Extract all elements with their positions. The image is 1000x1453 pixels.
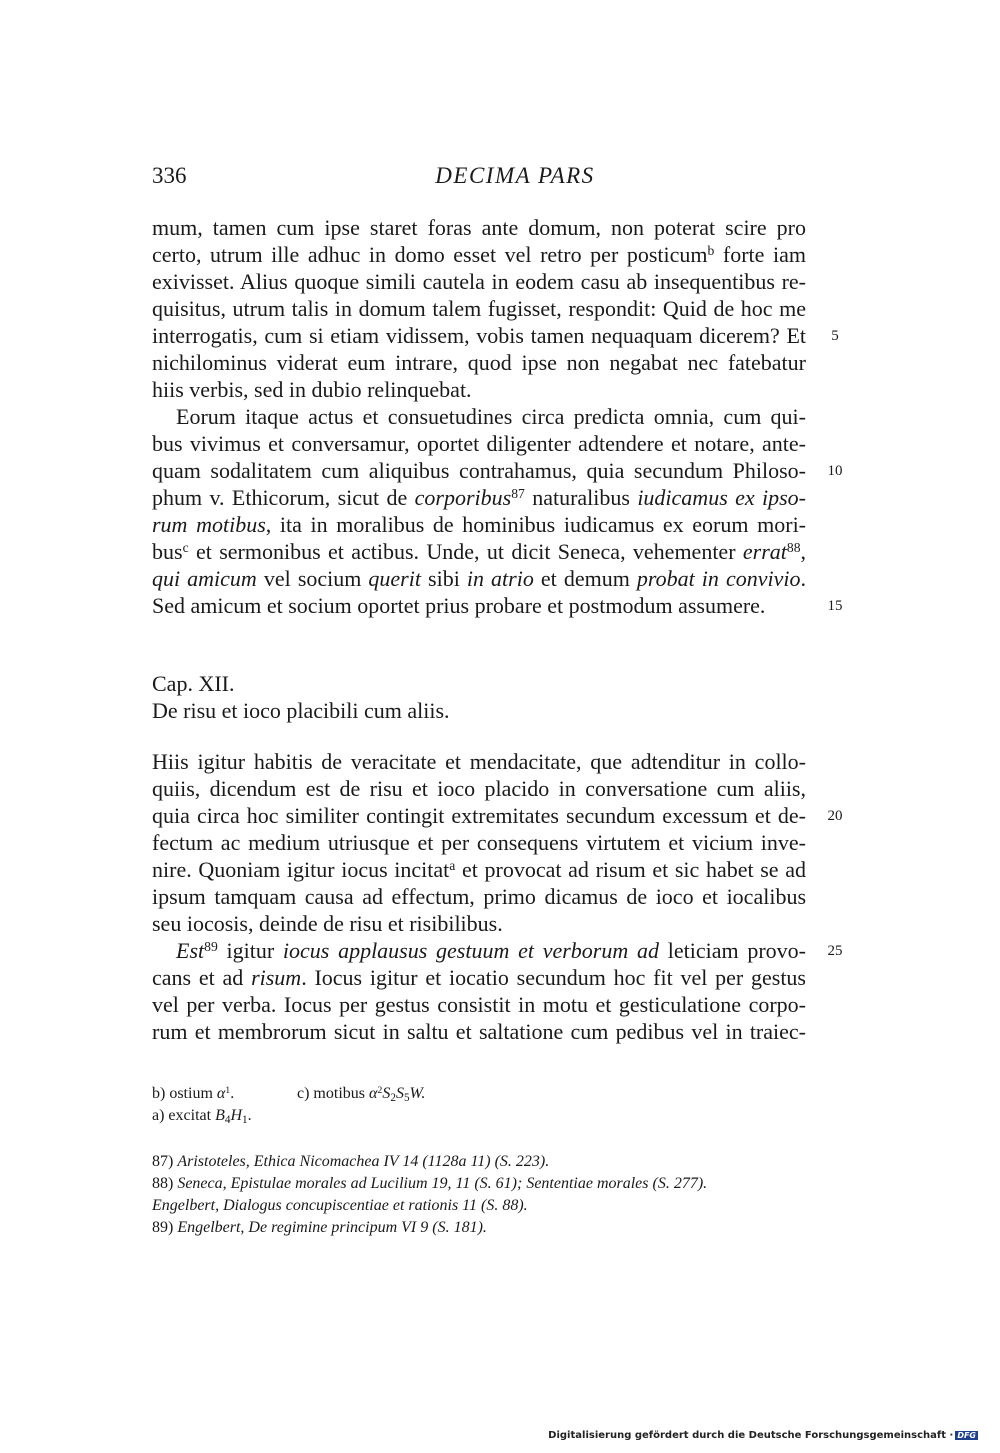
- text-line: hiis verbis, sed in dubio relinquebat.: [152, 377, 472, 402]
- text-line: bus vivimus et conversamur, oportet diligenter adtendere et notare, ante-: [152, 431, 806, 456]
- text-line: vel per verba. Iocus per gestus consistit in motu et gesticulatione corpo-: [152, 992, 806, 1017]
- funding-credit: Digitalisierung gefördert durch die Deutsche Forschungsgemeinschaft · DFG: [548, 1430, 976, 1441]
- text-line: Sed amicum et socium oportet prius probare et postmodum assumere.: [152, 593, 766, 618]
- chapter-number: Cap. XII.: [152, 671, 235, 696]
- text-line: quia circa hoc similiter contingit extremitates secundum excessum et de-: [152, 803, 806, 828]
- apparatus-entry-c: c) motibus $\alpha^2S_2S_5W$.: [297, 1084, 426, 1105]
- text-line: nire. Quoniam igitur iocus incitat$^a$ et provocat ad risum et sic habet se ad: [152, 857, 806, 882]
- apparatus-entry-b: b) ostium $\alpha^1$.: [152, 1084, 235, 1102]
- footnote-88: 88) Seneca, Epistulae morales ad Lucilium 19, 11 (S. 61); Sententiae morales (S. 277).: [152, 1175, 708, 1192]
- footnote-88-cont: Engelbert, Dialogus concupiscentiae et rationis 11 (S. 88).: [152, 1197, 528, 1214]
- footnote-87: 87) Aristoteles, Ethica Nicomachea IV 14 (1128a 11) (S. 223).: [152, 1153, 550, 1170]
- text-line: certo, utrum ille adhuc in domo esset vel retro per posticum$^b$ forte iam: [152, 242, 806, 267]
- line-number: 5: [831, 328, 839, 344]
- text-line: mum, tamen cum ipse staret foras ante domum, non poterat scire pro: [152, 215, 806, 240]
- text-line: phum v. Ethicorum, sicut de corporibus$^{87}$ naturalibus iudicamus ex ipso-: [152, 485, 806, 510]
- page-number: 336: [152, 163, 187, 188]
- text-line: fectum ac medium utriusque et per consequens virtutem et vicium inve-: [152, 830, 806, 855]
- text-line: bus$^c$ et sermonibus et actibus. Unde, ut dicit Seneca, vehementer errat$^{88}$,: [152, 539, 806, 564]
- text-line: ipsum tamquam causa ad effectum, primo dicamus de ioco et iocalibus: [152, 884, 806, 909]
- line-number: 25: [827, 943, 843, 959]
- footnote-ref: 89: [204, 938, 218, 954]
- text-line: nichilominus viderat eum intrare, quod ipse non negabat nec fatebatur: [152, 350, 806, 375]
- text-line: cans et ad risum. Iocus igitur et iocatio secundum hoc fit vel per gestus: [152, 965, 806, 990]
- apparatus-mark: a: [449, 857, 456, 873]
- line-number: 20: [827, 808, 843, 824]
- text-line: quisitus, utrum talis in domum talem fugisset, respondit: Quid de hoc me: [152, 296, 806, 321]
- text-line: rum et membrorum sicut in saltu et saltatione cum pedibus vel in traiec-: [152, 1019, 806, 1044]
- apparatus-mark: b: [707, 242, 715, 258]
- chapter-title: De risu et ioco placibili cum aliis.: [152, 698, 450, 723]
- text-line: Est$^{89}$ igitur iocus applausus gestuum et verborum ad leticiam provo-: [176, 938, 806, 963]
- line-number: 10: [827, 463, 843, 479]
- footnote-ref: 87: [511, 485, 525, 501]
- text-line: rum motibus, ita in moralibus de hominibus iudicamus ex eorum mori-: [152, 512, 807, 537]
- text-line: quiis, dicendum est de risu et ioco placido in conversatione cum aliis,: [152, 776, 806, 801]
- text-line: Hiis igitur habitis de veracitate et mendacitate, que adtenditur in collo-: [152, 749, 806, 774]
- text-line: qui amicum vel socium querit sibi in atrio et demum probat in convivio.: [152, 566, 806, 591]
- line-number: 15: [827, 598, 843, 614]
- text-line: exivisset. Alius quoque simili cautela in eodem casu ab insequentibus re-: [152, 269, 806, 294]
- running-head: DECIMA PARS: [435, 163, 595, 188]
- text-line: quam sodalitatem cum aliquibus contrahamus, quia secundum Philoso-: [152, 458, 806, 483]
- dfg-logo: DFG: [957, 1431, 976, 1440]
- apparatus-entry-a: a) excitat $B_4H_1$.: [152, 1107, 252, 1127]
- text-line: Eorum itaque actus et consuetudines circa predicta omnia, cum qui-: [176, 404, 806, 429]
- footnote-ref: 88: [786, 539, 801, 555]
- footnote-89: 89) Engelbert, De regimine principum VI 9 (S. 181).: [152, 1219, 487, 1236]
- text-line: interrogatis, cum si etiam vidissem, vobis tamen nequaquam dicerem? Et: [152, 323, 806, 348]
- text-line: seu iocosis, deinde de risu et risibilibus.: [152, 911, 503, 936]
- apparatus-mark: c: [182, 539, 189, 555]
